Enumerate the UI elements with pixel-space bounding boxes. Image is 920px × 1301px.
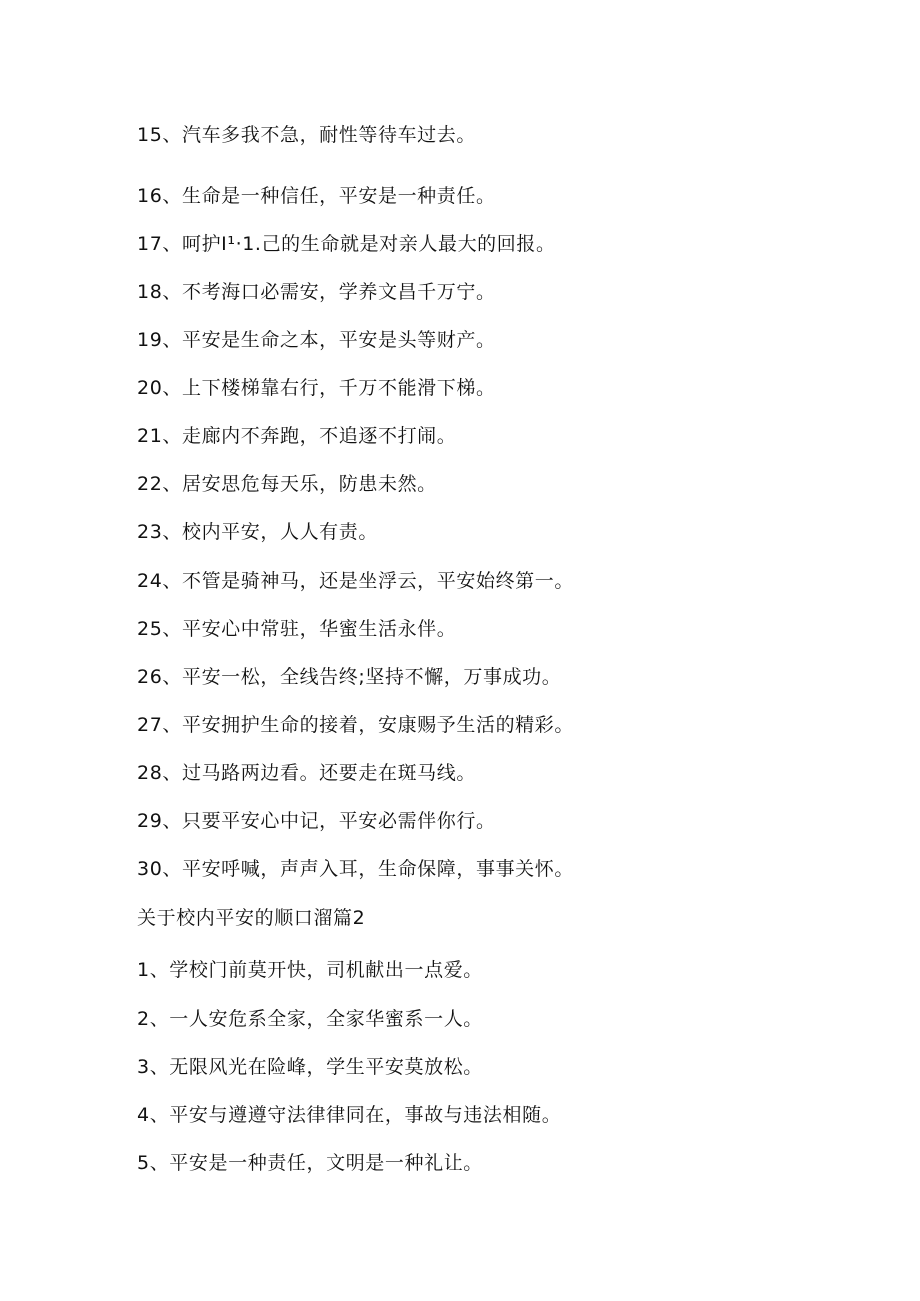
slogan-item-22: 22、居安思危每天乐，防患未然。: [137, 473, 437, 495]
slogan-item-4: 4、平安与遵遵守法律律同在，事故与违法相随。: [137, 1104, 562, 1126]
slogan-item-25: 25、平安心中常驻，华蜜生活永伴。: [137, 618, 457, 640]
slogan-item-27: 27、平安拥护生命的接着，安康赐予生活的精彩。: [137, 714, 574, 736]
slogan-item-16: 16、生命是一种信任，平安是一种责任。: [137, 185, 496, 207]
slogan-item-1: 1、学校门前莫开快，司机献出一点爱。: [137, 959, 483, 981]
slogan-item-17: 17、呵护I¹·1.己的生命就是对亲人最大的回报。: [137, 233, 556, 255]
slogan-item-24: 24、不管是骑神马，还是坐浮云，平安始终第一。: [137, 570, 574, 592]
slogan-item-18: 18、不考海口必需安，学养文昌千万宁。: [137, 281, 496, 303]
section-heading: 关于校内平安的顺口溜篇2: [137, 907, 366, 929]
slogan-item-5: 5、平安是一种责任，文明是一种礼让。: [137, 1152, 483, 1174]
slogan-item-3: 3、无限风光在险峰，学生平安莫放松。: [137, 1056, 483, 1078]
slogan-item-29: 29、只要平安心中记，平安必需伴你行。: [137, 810, 496, 832]
slogan-item-21: 21、走廊内不奔跑，不追逐不打闹。: [137, 425, 457, 447]
slogan-item-15: 15、汽车多我不急，耐性等待车过去。: [137, 124, 476, 146]
slogan-item-20: 20、上下楼梯靠右行，千万不能滑下梯。: [137, 377, 496, 399]
slogan-item-30: 30、平安呼喊，声声入耳，生命保障，事事关怀。: [137, 858, 574, 880]
slogan-item-19: 19、平安是生命之本，平安是头等财产。: [137, 329, 496, 351]
slogan-item-23: 23、校内平安，人人有责。: [137, 521, 378, 543]
slogan-item-2: 2、一人安危系全家，全家华蜜系一人。: [137, 1008, 483, 1030]
slogan-item-26: 26、平安一松，全线告终;坚持不懈，万事成功。: [137, 666, 562, 688]
slogan-item-28: 28、过马路两边看。还要走在斑马线。: [137, 762, 476, 784]
